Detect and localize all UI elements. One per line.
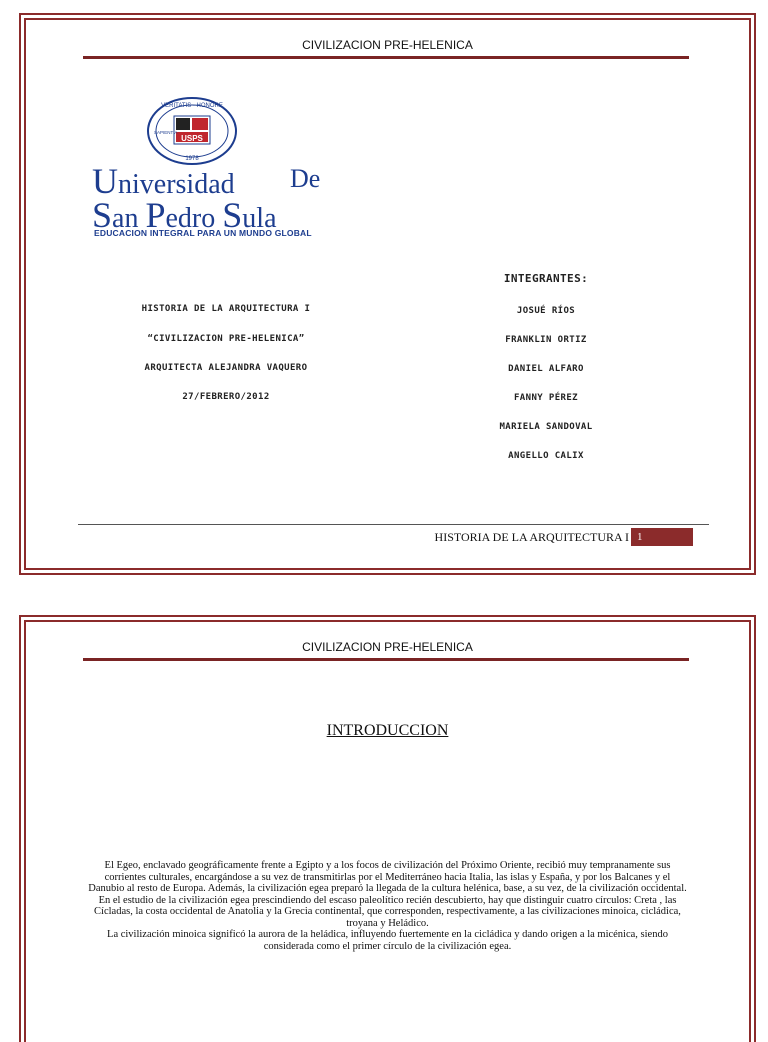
member-name: ANGELLO CALIX — [508, 451, 584, 461]
seal-side: SAPIENTIA — [154, 130, 178, 135]
page-number: 1 — [631, 528, 693, 546]
footer-rule — [78, 524, 709, 525]
member-name: FANNY PÉREZ — [513, 393, 578, 403]
paragraph: La civilización minoica significó la aurora de la heládica, influyendo fuertemente en la cicládica y dando origen a la micénica, siendo considerada como el primer círculo de la civilización egea. — [107, 929, 668, 952]
seal-motto: VERITATIS · HONORE — [161, 103, 223, 109]
logo-line-1: Universidad — [92, 161, 235, 201]
document-page-1 — [24, 18, 751, 570]
logo-tagline: EDUCACION INTEGRAL PARA UN MUNDO GLOBAL — [94, 228, 312, 238]
seal-letters: USPS — [181, 134, 203, 143]
footer-title: HISTORIA DE LA ARQUITECTURA I — [434, 530, 629, 544]
member-name: MARIELA SANDOVAL — [499, 422, 593, 432]
seal-year: 1978 — [185, 156, 199, 162]
teacher-name: ARQUITECTA ALEJANDRA VAQUERO — [144, 363, 308, 373]
university-logo — [90, 96, 368, 242]
member-name: DANIEL ALFARO — [508, 364, 584, 374]
header-rule — [83, 658, 689, 661]
section-title: INTRODUCCION — [326, 722, 449, 739]
page-header: CIVILIZACION PRE-HELENICA — [302, 640, 473, 654]
paragraph: El Egeo, enclavado geográficamente frente a Egipto y a los focos de civilización del Próximo Oriente, recibió muy tempranamente sus corrientes culturales, encargándose a su vez de transmitirlas por el Mediterráneo hacia Italia, las islas y España, y por los Balcanes y el Danubio al resto de Europa. Además, la civilización egea preparó la llegada de la cultura helénica, base, a su vez, de la civilización occidental. En el estudio de la civilización egea prescindiendo del escaso paleolítico recién descubierto, hay que distinguir cuatro círculos: Creta , las Cícladas, la costa occidental de Anatolia y la Grecia continental, que corresponden, respectivamente, a las civilizaciones minoica, cicládica, troyana y Heládico. — [88, 860, 687, 929]
intro-body — [86, 860, 689, 952]
document-page-2 — [24, 620, 751, 1042]
header-rule — [83, 56, 689, 59]
logo-de: De — [290, 164, 321, 193]
member-name: FRANKLIN ORTIZ — [505, 335, 587, 345]
course-name: HISTORIA DE LA ARQUITECTURA I — [141, 304, 311, 314]
logo-line-2: San Pedro Sula — [92, 195, 277, 235]
integrantes-label: INTEGRANTES: — [503, 272, 589, 285]
university-seal-icon — [146, 96, 238, 166]
submission-date: 27/FEBRERO/2012 — [182, 392, 270, 402]
member-name: JOSUÉ RÍOS — [516, 306, 576, 316]
page-header: CIVILIZACION PRE-HELENICA — [302, 38, 473, 52]
work-title: “CIVILIZACION PRE-HELENICA” — [147, 334, 305, 344]
